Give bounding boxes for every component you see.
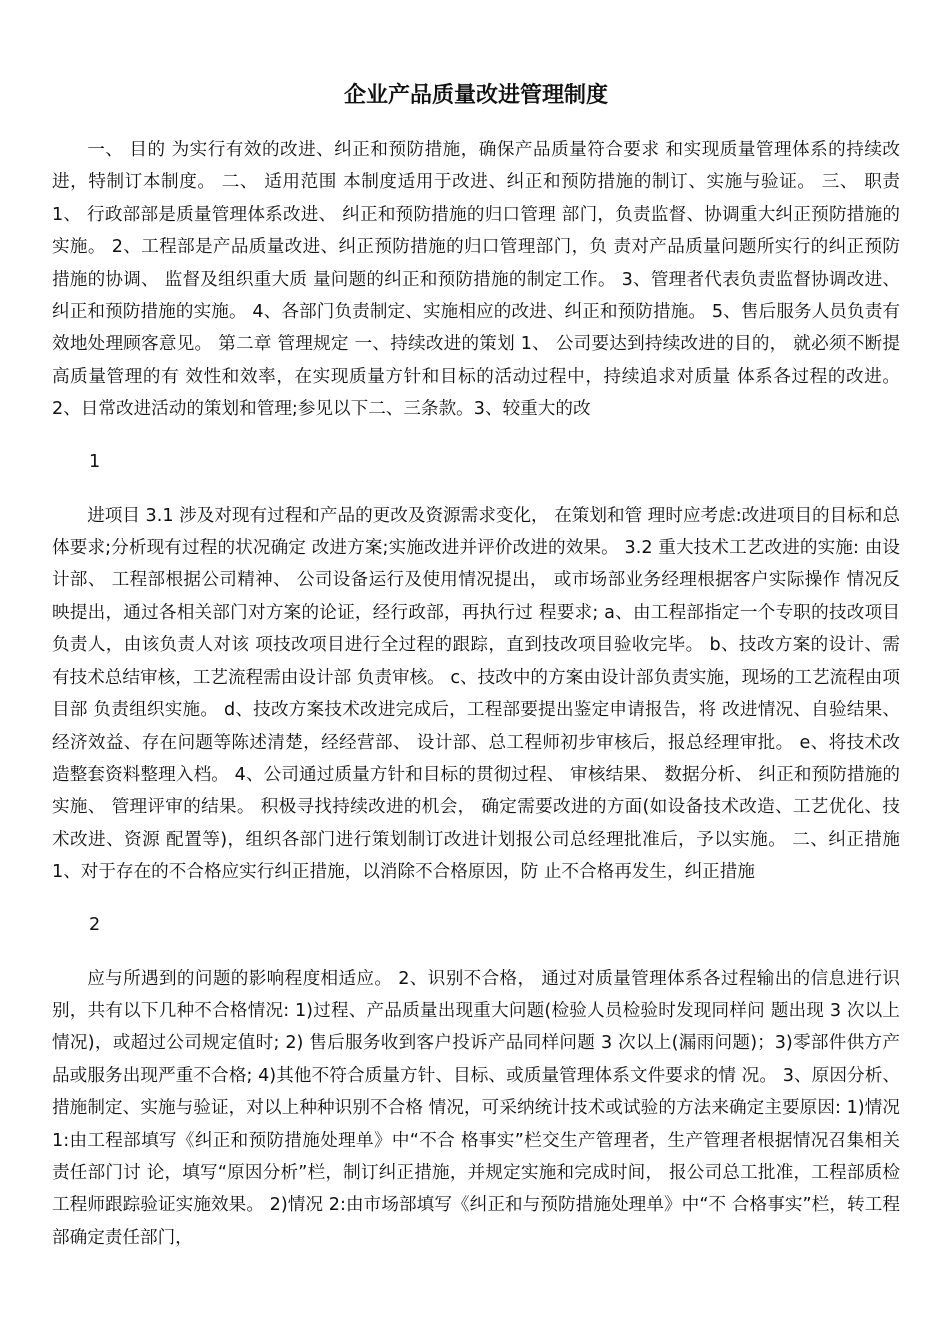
document-title: 企业产品质量改进管理制度 xyxy=(343,83,608,108)
document-page xyxy=(52,78,900,1254)
paragraph-3: 应与所遇到的问题的影响程度相适应。 2、识别不合格， 通过对质量管理体系各过程输出的信息进行识 别，共有以下几种不合格情况: 1)过程、产品质量出现重大问题(检验人员检验时发现同样问 题出现 3 次以上情况)，或超过公司规定值时; 2) 售后服务收到客户投诉产品同样问题 3 次以上(漏雨问题)；3)零部件供方产品或服务出现严重不合格; 4)其他不符合质量方针、目标、或质量管理体系文件要求的情 况。 3、原因分析、措施制定、实施与验证，对以上种种识别不合格 情况，可采纳统计技术或试验的方法来确定主要原因: 1)情况 1:由工程部填写《纠正和预防措施处理单》中“不合 格事实”栏交生产管理者，生产管理者根据情况召集相关责任部门讨 论，填写“原因分析”栏，制订纠正措施，并规定实施和完成时间， 报公司总工批准，工程部质检工程师跟踪验证实施效果。 2)情况 2:由市场部填写《纠正和与预防措施处理单》中“不 合格事实”栏，转工程部确定责任部门， xyxy=(52,968,900,1248)
paragraph-1: 一、 目的 为实行有效的改进、纠正和预防措施，确保产品质量符合要求 和实现质量管理体系的持续改进，特制订本制度。 二、 适用范围 本制度适用于改进、纠正和预防措施的制订、实施与验证。 三、 职责 1、 行政部部是质量管理体系改进、 纠正和预防措施的归口管理 部门，负责监督、协调重大纠正预防措施的实施。 2、工程部是产品质量改进、纠正预防措施的归口管理部门，负 责对产品质量问题所实行的纠正预防措施的协调、 监督及组织重大质 量问题的纠正和预防措施的制定工作。 3、管理者代表负责监督协调改进、纠正和预防措施的实施。 4、各部门负责制定、实施相应的改进、纠正和预防措施。 5、售后服务人员负责有效地处理顾客意见。 第二章 管理规定 一、持续改进的策划 1、 公司要达到持续改进的目的， 就必须不断提高质量管理的有 效性和效率，在实现质量方针和目标的活动过程中，持续追求对质量 体系各过程的改进。 2、日常改进活动的策划和管理;参见以下二、三条款。3、较重大的改 xyxy=(52,140,900,420)
page-number-1: 1 xyxy=(89,451,101,472)
page-number-2: 2 xyxy=(89,914,101,935)
paragraph-2: 进项目 3.1 涉及对现有过程和产品的更改及资源需求变化， 在策划和管 理时应考虑:改进项目的目标和总体要求;分析现有过程的状况确定 改进方案;实施改进并评价改进的效果。 3.2 重大技术工艺改进的实施: 由设计部、 工程部根据公司精神、 公司设备运行及使用情况提出， 或市场部业务经理根据客户实际操作 情况反映提出，通过各相关部门对方案的论证，经行政部，再执行过 程要求; a、由工程部指定一个专职的技改项目负责人，由该负责人对该 项技改项目进行全过程的跟踪，直到技改项目验收完毕。 b、技改方案的设计、需有技术总结审核，工艺流程需由设计部 负责审核。 c、技改中的方案由设计部负责实施，现场的工艺流程由项目部 负责组织实施。 d、技改方案技术改进完成后，工程部要提出鉴定申请报告，将 改进情况、自验结果、经济效益、存在问题等陈述清楚，经经营部、 设计部、总工程师初步审核后，报总经理审批。 e、将技术改造整套资料整理入档。 4、公司通过质量方针和目标的贯彻过程、 审核结果、 数据分析、 纠正和预防措施的实施、 管理评审的结果。 积极寻找持续改进的机会， 确定需要改进的方面(如设备技术改造、工艺优化、技术改进、资源 配置等)，组织各部门进行策划制订改进计划报公司总经理批准后，予以实施。 二、纠正措施 1、对于存在的不合格应实行纠正措施，以消除不合格原因，防 止不合格再发生，纠正措施 xyxy=(52,505,901,883)
